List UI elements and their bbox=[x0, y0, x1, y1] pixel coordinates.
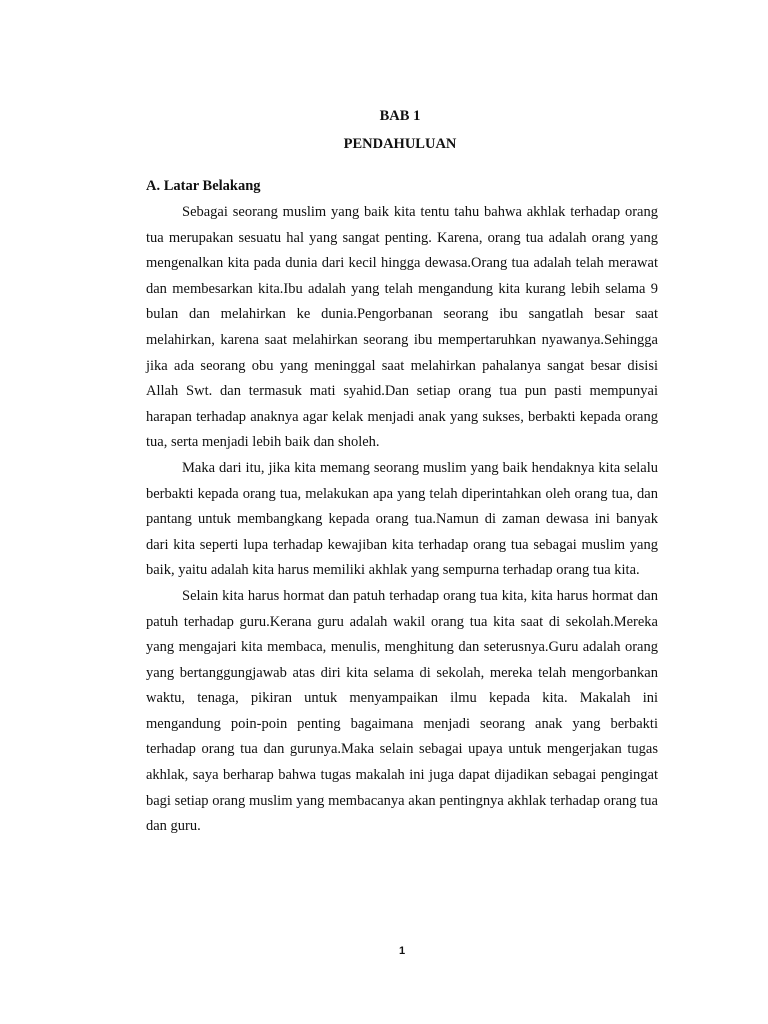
chapter-header bbox=[0, 102, 768, 158]
page-number: 1 bbox=[398, 945, 406, 957]
paragraph-2: Maka dari itu, jika kita memang seorang muslim yang baik hendaknya kita selalu berbakti kepada orang tua, melakukan apa yang telah diperintahkan oleh orang tua, dan pantang untuk membangkang kepada orang tua.Namun di zaman dewasa ini banyak dari kita seperti lupa terhadap kewajiban kita terhadap orang tua sebagai muslim yang baik, yaitu adalah kita harus memiliki akhlak yang sempurna terhadap orang tua kita. bbox=[146, 459, 658, 579]
paragraph-1: Sebagai seorang muslim yang baik kita tentu tahu bahwa akhlak terhadap orang tua merupakan sesuatu hal yang sangat penting. Karena, orang tua adalah orang yang mengenalkan kita pada dunia dari kecil hingga dewasa.Orang tua adalah telah merawat dan membesarkan kita.Ibu adalah yang telah mengandung kita kurang lebih selama 9 bulan dan melahirkan ke dunia.Pengorbanan seorang ibu sangatlah besar saat melahirkan, karena saat melahirkan seorang ibu mempertaruhkan nyawanya.Sehingga jika ada seorang obu yang meninggal saat melahirkan pahalanya sangat besar disisi Allah Swt. dan termasuk mati syahid.Dan setiap orang tua pun pasti mempunyai harapan terhadap anaknya agar kelak menjadi anak yang sukses, berbakti kepada orang tua, serta menjadi lebih baik dan sholeh. bbox=[146, 204, 658, 451]
body-text bbox=[146, 200, 658, 840]
chapter-number: BAB 1 bbox=[379, 108, 421, 124]
chapter-title: PENDAHULUAN bbox=[343, 136, 457, 152]
section-heading: A. Latar Belakang bbox=[146, 178, 261, 194]
paragraph-3: Selain kita harus hormat dan patuh terhadap orang tua kita, kita harus hormat dan patuh terhadap guru.Kerana guru adalah wakil orang tua kita saat di sekolah.Mereka yang mengajari kita membaca, menulis, menghitung dan seterusnya.Guru adalah orang yang bertanggungjawab atas diri kita selama di sekolah, mereka telah mengorbankan waktu, tenaga, pikiran untuk menyampaikan ilmu kepada kita. Makalah ini mengandung poin-poin penting bagaimana menjadi seorang anak yang berbakti terhadap orang tua dan gurunya.Maka selain sebagai upaya untuk mengerjakan tugas akhlak, saya berharap bahwa tugas makalah ini juga dapat dijadikan sebagai pengingat bagi setiap orang muslim yang membacanya akan pentingnya akhlak terhadap orang tua dan guru. bbox=[146, 587, 658, 835]
